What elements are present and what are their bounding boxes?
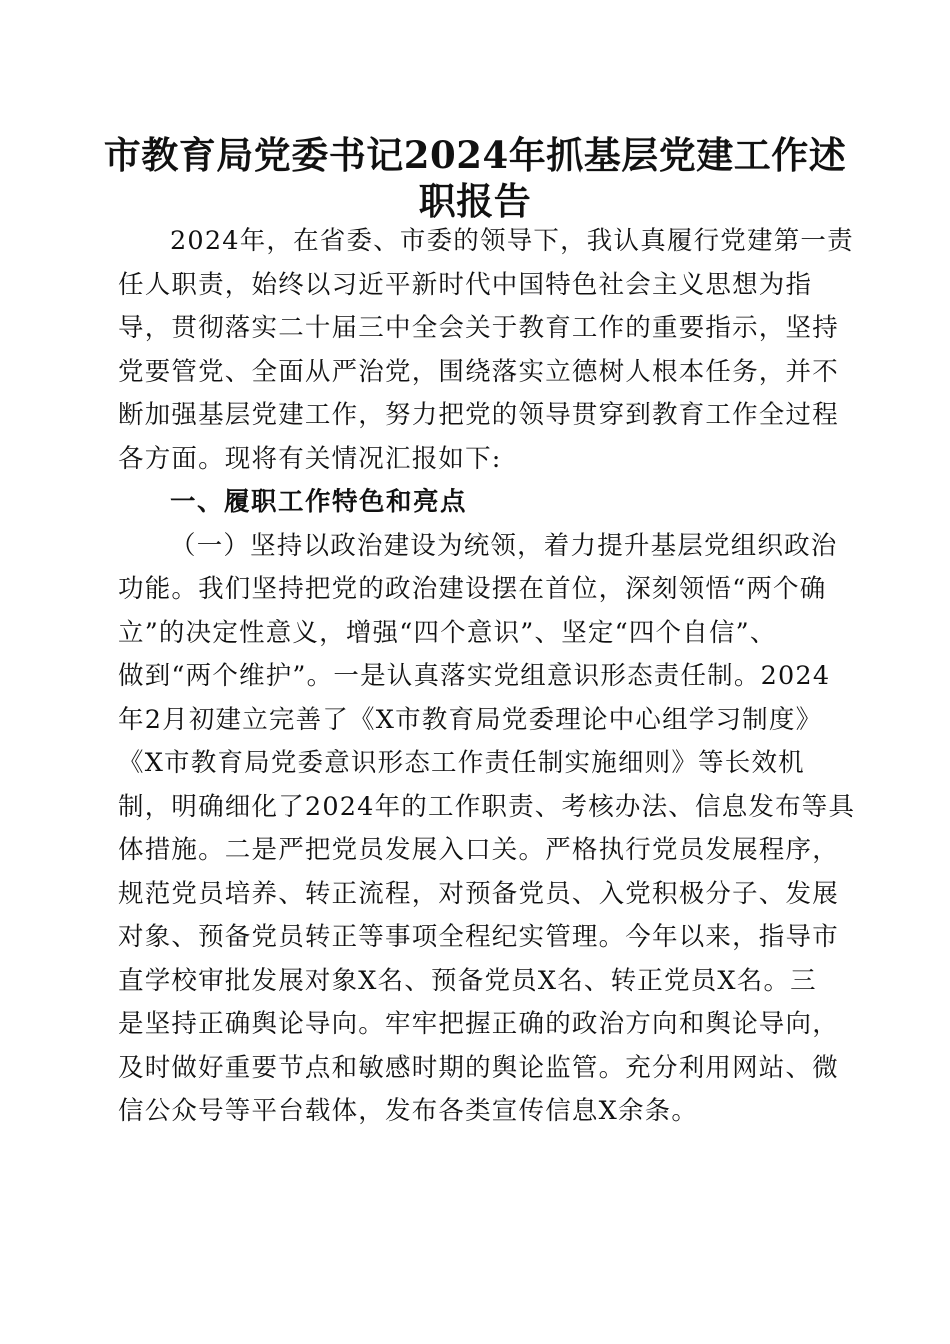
title-line-1: 市教育局党委书记2024年抓基层党建工作述: [103, 133, 847, 177]
paragraph-line: 2024年，在省委、市委的领导下，我认真履行党建第一责: [170, 226, 854, 256]
paragraph-line: 功能。我们坚持把党的政治建设摆在首位，深刻领悟“两个确: [118, 574, 827, 604]
paragraph-line: 各方面。现将有关情况汇报如下:: [118, 443, 502, 474]
paragraph-line: 体措施。二是严把党员发展入口关。严格执行党员发展程序，: [118, 835, 839, 865]
paragraph-line: （一）坚持以政治建设为统领，着力提升基层党组织政治: [170, 530, 838, 561]
paragraph-line: 信公众号等平台载体，发布各类宣传信息X余条。: [118, 1096, 699, 1126]
paragraph-line: 制，明确细化了2024年的工作职责、考核办法、信息发布等具: [118, 791, 856, 822]
section-heading: 一、履职工作特色和亮点: [170, 487, 468, 517]
paragraph-line: 是坚持正确舆论导向。牢牢把握正确的政治方向和舆论导向，: [118, 1009, 839, 1039]
paragraph-line: 及时做好重要节点和敏感时期的舆论监管。充分利用网站、微: [118, 1052, 839, 1083]
document-body: [118, 220, 856, 1134]
paragraph-line: 对象、预备党员转正等事项全程纪实管理。今年以来，指导市: [118, 922, 839, 952]
paragraph-line: 党要管党、全面从严治党，围绕落实立德树人根本任务，并不: [118, 356, 839, 387]
paragraph-line: 立”的决定性意义，增强“四个意识”、坚定“四个自信”、: [118, 617, 777, 648]
paragraph-line: 断加强基层党建工作，努力把党的领导贯穿到教育工作全过程: [118, 400, 839, 430]
paragraph-line: 年2月初建立完善了《X市教育局党委理论中心组学习制度》: [118, 704, 823, 735]
title-line-2: 职报告: [418, 179, 532, 223]
paragraph-line: 做到“两个维护”。一是认真落实党组意识形态责任制。2024: [118, 661, 831, 691]
paragraph-line: 直学校审批发展对象X名、预备党员X名、转正党员X名。三: [118, 965, 817, 996]
document-title: [100, 132, 850, 224]
paragraph-line: 规范党员培养、转正流程，对预备党员、入党积极分子、发展: [118, 878, 839, 909]
paragraph-line: 任人职责，始终以习近平新时代中国特色社会主义思想为指: [118, 269, 813, 300]
paragraph-line: 《X市教育局党委意识形态工作责任制实施细则》等长效机: [118, 748, 805, 778]
paragraph-line: 导，贯彻落实二十届三中全会关于教育工作的重要指示，坚持: [118, 313, 839, 343]
